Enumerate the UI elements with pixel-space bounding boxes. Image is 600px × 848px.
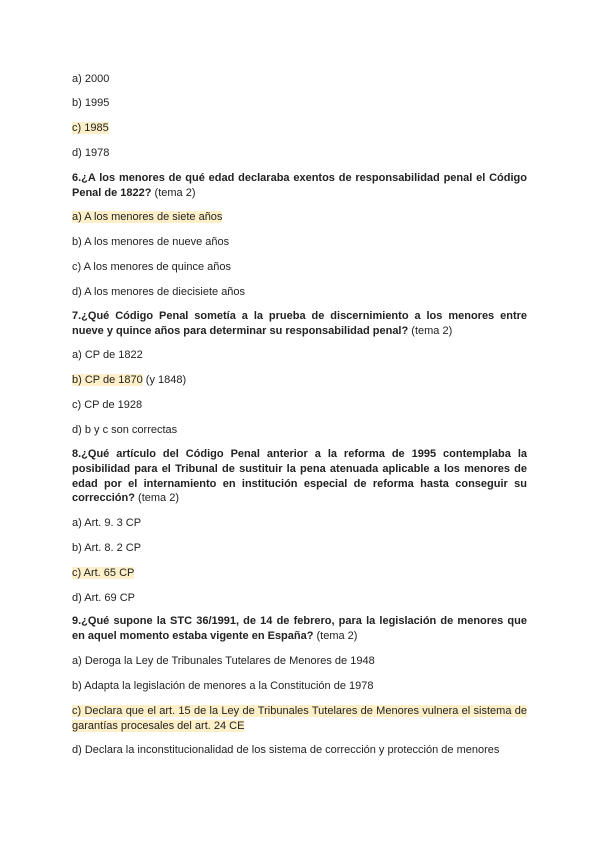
q7-option-c: c) CP de 1928: [72, 399, 143, 411]
q7-option-a: a) CP de 1822: [72, 349, 143, 361]
q6-question-text: 6.¿A los menores de qué edad declaraba exentos de responsabilidad penal el Código Penal de 1822?: [72, 172, 527, 199]
q9-option-a: a) Deroga la Ley de Tribunales Tutelares de Menores de 1948: [72, 655, 375, 667]
highlight: b) CP de 1870: [72, 374, 143, 386]
q5-option-c-correct: [72, 121, 109, 135]
highlight: c) Art. 65 CP: [72, 567, 135, 579]
q8-tema: (tema 2): [134, 492, 179, 505]
q9-question: [72, 614, 527, 644]
highlight: c) 1985: [72, 122, 109, 134]
q6-option-d: d) A los menores de diecisiete años: [72, 286, 246, 298]
q8-question-text: 8.¿Qué artículo del Código Penal anterior a la reforma de 1995 contemplaba la posibilidad para el Tribunal de sustituir la pena atenuada aplicable a los menores de edad por el internamiento en institución especial de reforma hasta conseguir su corrección?: [72, 448, 527, 505]
q6-option-a-correct: [72, 210, 222, 224]
q9-option-b: b) Adapta la legislación de menores a la Constitución de 1978: [72, 680, 374, 692]
q8-question: [72, 447, 527, 506]
q7-option-b-note: (y 1848): [142, 374, 187, 386]
q7-question-text: 7.¿Qué Código Penal sometía a la prueba de discernimiento a los menores entre nueve y quince años para determinar su responsabilidad penal?: [72, 310, 527, 337]
q7-option-b-correct: [72, 373, 186, 387]
highlight: a) A los menores de siete años: [72, 211, 223, 223]
q6-option-b: b) A los menores de nueve años: [72, 236, 230, 248]
q8-option-a: a) Art. 9. 3 CP: [72, 517, 142, 529]
q9-option-d: d) Declara la inconstitucionalidad de los sistema de corrección y protección de menores: [72, 744, 500, 756]
q5-option-d: d) 1978: [72, 147, 110, 159]
q6-question: [72, 171, 527, 201]
q5-option-a: a) 2000: [72, 73, 110, 85]
q9-question-text: 9.¿Qué supone la STC 36/1991, de 14 de febrero, para la legislación de menores que en aquel momento estaba vigente en España?: [72, 615, 527, 642]
q6-option-c: c) A los menores de quince años: [72, 261, 231, 273]
highlight: c) Declara que el art. 15 de la Ley de Tribunales Tutelares de Menores vulnera el sistema de garantías procesales del art. 24 CE: [72, 705, 527, 732]
q7-question: [72, 309, 527, 339]
q8-option-d: d) Art. 69 CP: [72, 592, 135, 604]
q8-option-b: b) Art. 8. 2 CP: [72, 542, 142, 554]
q5-option-b: b) 1995: [72, 97, 110, 109]
q6-tema: (tema 2): [151, 186, 196, 199]
q8-option-c-correct: [72, 566, 134, 580]
q7-option-d: d) b y c son correctas: [72, 424, 178, 436]
q9-option-c-correct: [72, 704, 527, 733]
q9-tema: (tema 2): [313, 629, 358, 642]
q7-tema: (tema 2): [408, 324, 453, 337]
